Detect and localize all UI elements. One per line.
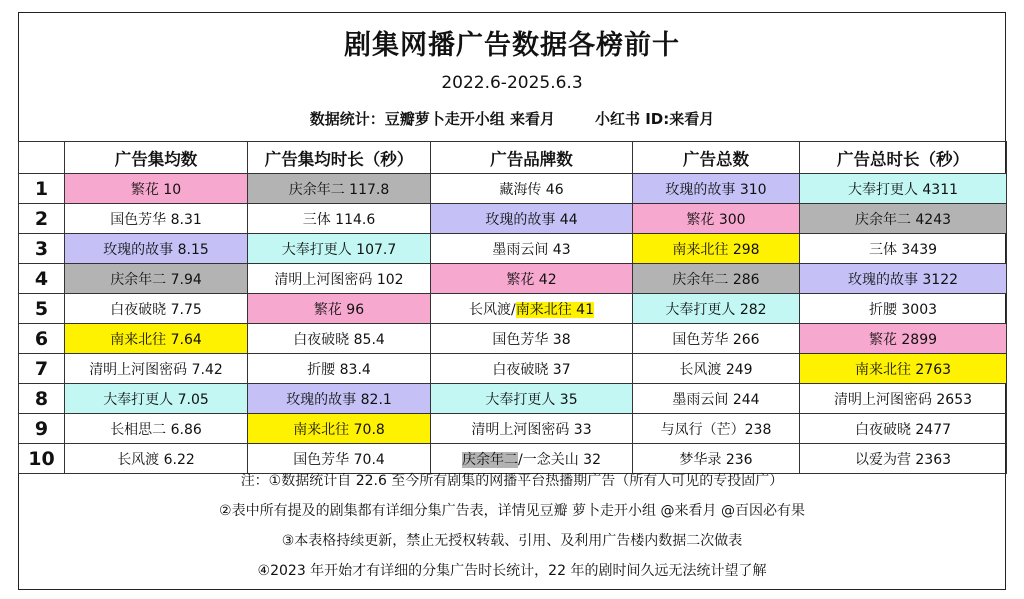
table-cell: 玫瑰的故事 310: [633, 174, 800, 204]
rank-cell: 1: [19, 174, 65, 204]
table-cell: 与凤行（芒）238: [633, 414, 800, 444]
table-cell: 繁花 10: [65, 174, 248, 204]
table-row: [19, 174, 1007, 204]
table-row: [19, 354, 1007, 384]
column-header: 广告集均数: [65, 142, 248, 174]
header-row: [19, 142, 1007, 174]
table-cell: 清明上河图密码 7.42: [65, 354, 248, 384]
table-cell: 玫瑰的故事 82.1: [248, 384, 431, 414]
table-cell: 清明上河图密码 2653: [800, 384, 1007, 414]
notes: [19, 466, 1005, 586]
cell-part: 庆余年二: [462, 451, 518, 468]
rank-cell: 7: [19, 354, 65, 384]
table-cell: 白夜破晓 7.75: [65, 294, 248, 324]
table-cell: 折腰 83.4: [248, 354, 431, 384]
column-header: 广告品牌数: [431, 142, 633, 174]
table-cell: 繁花 42: [431, 264, 633, 294]
note-line: ③本表格持续更新，禁止无授权转载、引用、及利用广告楼内数据二次做表: [281, 533, 743, 549]
table-cell: 大奉打更人 107.7: [248, 234, 431, 264]
column-header: 广告总数: [633, 142, 800, 174]
table-cell: 玫瑰的故事 44: [431, 204, 633, 234]
table-cell: 繁花 300: [633, 204, 800, 234]
table-cell: 梦华录 236: [633, 444, 800, 474]
cell-part: 南来北往 41: [515, 301, 594, 318]
table-cell: [431, 294, 633, 324]
table-cell: 繁花 2899: [800, 324, 1007, 354]
rank-cell: 6: [19, 324, 65, 354]
ranking-table: [18, 141, 1007, 474]
table-cell: 白夜破晓 37: [431, 354, 633, 384]
page-title: 剧集网播广告数据各榜前十: [344, 30, 680, 61]
table-cell: 庆余年二 286: [633, 264, 800, 294]
table-cell: 南来北往 7.64: [65, 324, 248, 354]
table-cell: 繁花 96: [248, 294, 431, 324]
table-cell: 以爱为营 2363: [800, 444, 1007, 474]
table-cell: 庆余年二 7.94: [65, 264, 248, 294]
rank-cell: 2: [19, 204, 65, 234]
rank-cell: 8: [19, 384, 65, 414]
cell-part: 一念关山 32: [522, 451, 601, 468]
note-line: ④2023 年开始才有详细的分集广告时长统计，22 年的剧时间久远无法统计望了解: [257, 563, 767, 579]
table-cell: 南来北往 70.8: [248, 414, 431, 444]
rank-header: [19, 142, 65, 174]
table-cell: 南来北往 298: [633, 234, 800, 264]
table-cell: 墨雨云间 244: [633, 384, 800, 414]
table-cell: 庆余年二 4243: [800, 204, 1007, 234]
table-body: [19, 174, 1007, 474]
table-cell: 大奉打更人 282: [633, 294, 800, 324]
note-line: 注：①数据统计自 22.6 至今所有剧集的网播平台热播期广告（所有人可见的专投固广）: [240, 473, 784, 489]
table-cell: 墨雨云间 43: [431, 234, 633, 264]
table-row: [19, 324, 1007, 354]
table-cell: 玫瑰的故事 3122: [800, 264, 1007, 294]
table-row: [19, 414, 1007, 444]
table-cell: 国色芳华 70.4: [248, 444, 431, 474]
table-row: [19, 294, 1007, 324]
table-row: [19, 234, 1007, 264]
table-cell: 白夜破晓 85.4: [248, 324, 431, 354]
table-row: [19, 264, 1007, 294]
column-header: 广告集均时长（秒）: [248, 142, 431, 174]
ranking-sheet: [18, 12, 1006, 590]
column-header: 广告总时长（秒）: [800, 142, 1007, 174]
cell-separator: /: [511, 301, 516, 318]
table-cell: 庆余年二 117.8: [248, 174, 431, 204]
credit-stats: 数据统计：豆瓣萝卜走开小组 来看月: [309, 110, 555, 128]
table-row: [19, 204, 1007, 234]
table-row: [19, 384, 1007, 414]
note-line: ②表中所有提及的剧集都有详细分集广告表，详情见豆瓣 萝卜走开小组 @来看月 @百因必有果: [219, 503, 805, 519]
table-cell: 折腰 3003: [800, 294, 1007, 324]
cell-part: 长风渡: [469, 301, 511, 318]
table-cell: 国色芳华 8.31: [65, 204, 248, 234]
table-cell: 藏海传 46: [431, 174, 633, 204]
table-cell: 白夜破晓 2477: [800, 414, 1007, 444]
rank-cell: 4: [19, 264, 65, 294]
credit-line: [19, 108, 1005, 129]
credit-xhs: 小红书 ID:来看月: [594, 110, 715, 128]
table-cell: 清明上河图密码 33: [431, 414, 633, 444]
table-cell: 大奉打更人 4311: [800, 174, 1007, 204]
table-cell: 长风渡 6.22: [65, 444, 248, 474]
table-cell: 国色芳华 266: [633, 324, 800, 354]
table-cell: 三体 114.6: [248, 204, 431, 234]
rank-cell: 9: [19, 414, 65, 444]
table-cell: 长风渡 249: [633, 354, 800, 384]
rank-cell: 10: [19, 444, 65, 474]
table-cell: 清明上河图密码 102: [248, 264, 431, 294]
table-cell: 长相思二 6.86: [65, 414, 248, 444]
table-cell: 三体 3439: [800, 234, 1007, 264]
cell-separator: /: [518, 451, 523, 468]
rank-cell: 5: [19, 294, 65, 324]
date-range: 2022.6-2025.6.3: [441, 73, 583, 93]
table-cell: 大奉打更人 35: [431, 384, 633, 414]
table-cell: 玫瑰的故事 8.15: [65, 234, 248, 264]
table-cell: 国色芳华 38: [431, 324, 633, 354]
rank-cell: 3: [19, 234, 65, 264]
table-cell: 大奉打更人 7.05: [65, 384, 248, 414]
table-cell: 南来北往 2763: [800, 354, 1007, 384]
